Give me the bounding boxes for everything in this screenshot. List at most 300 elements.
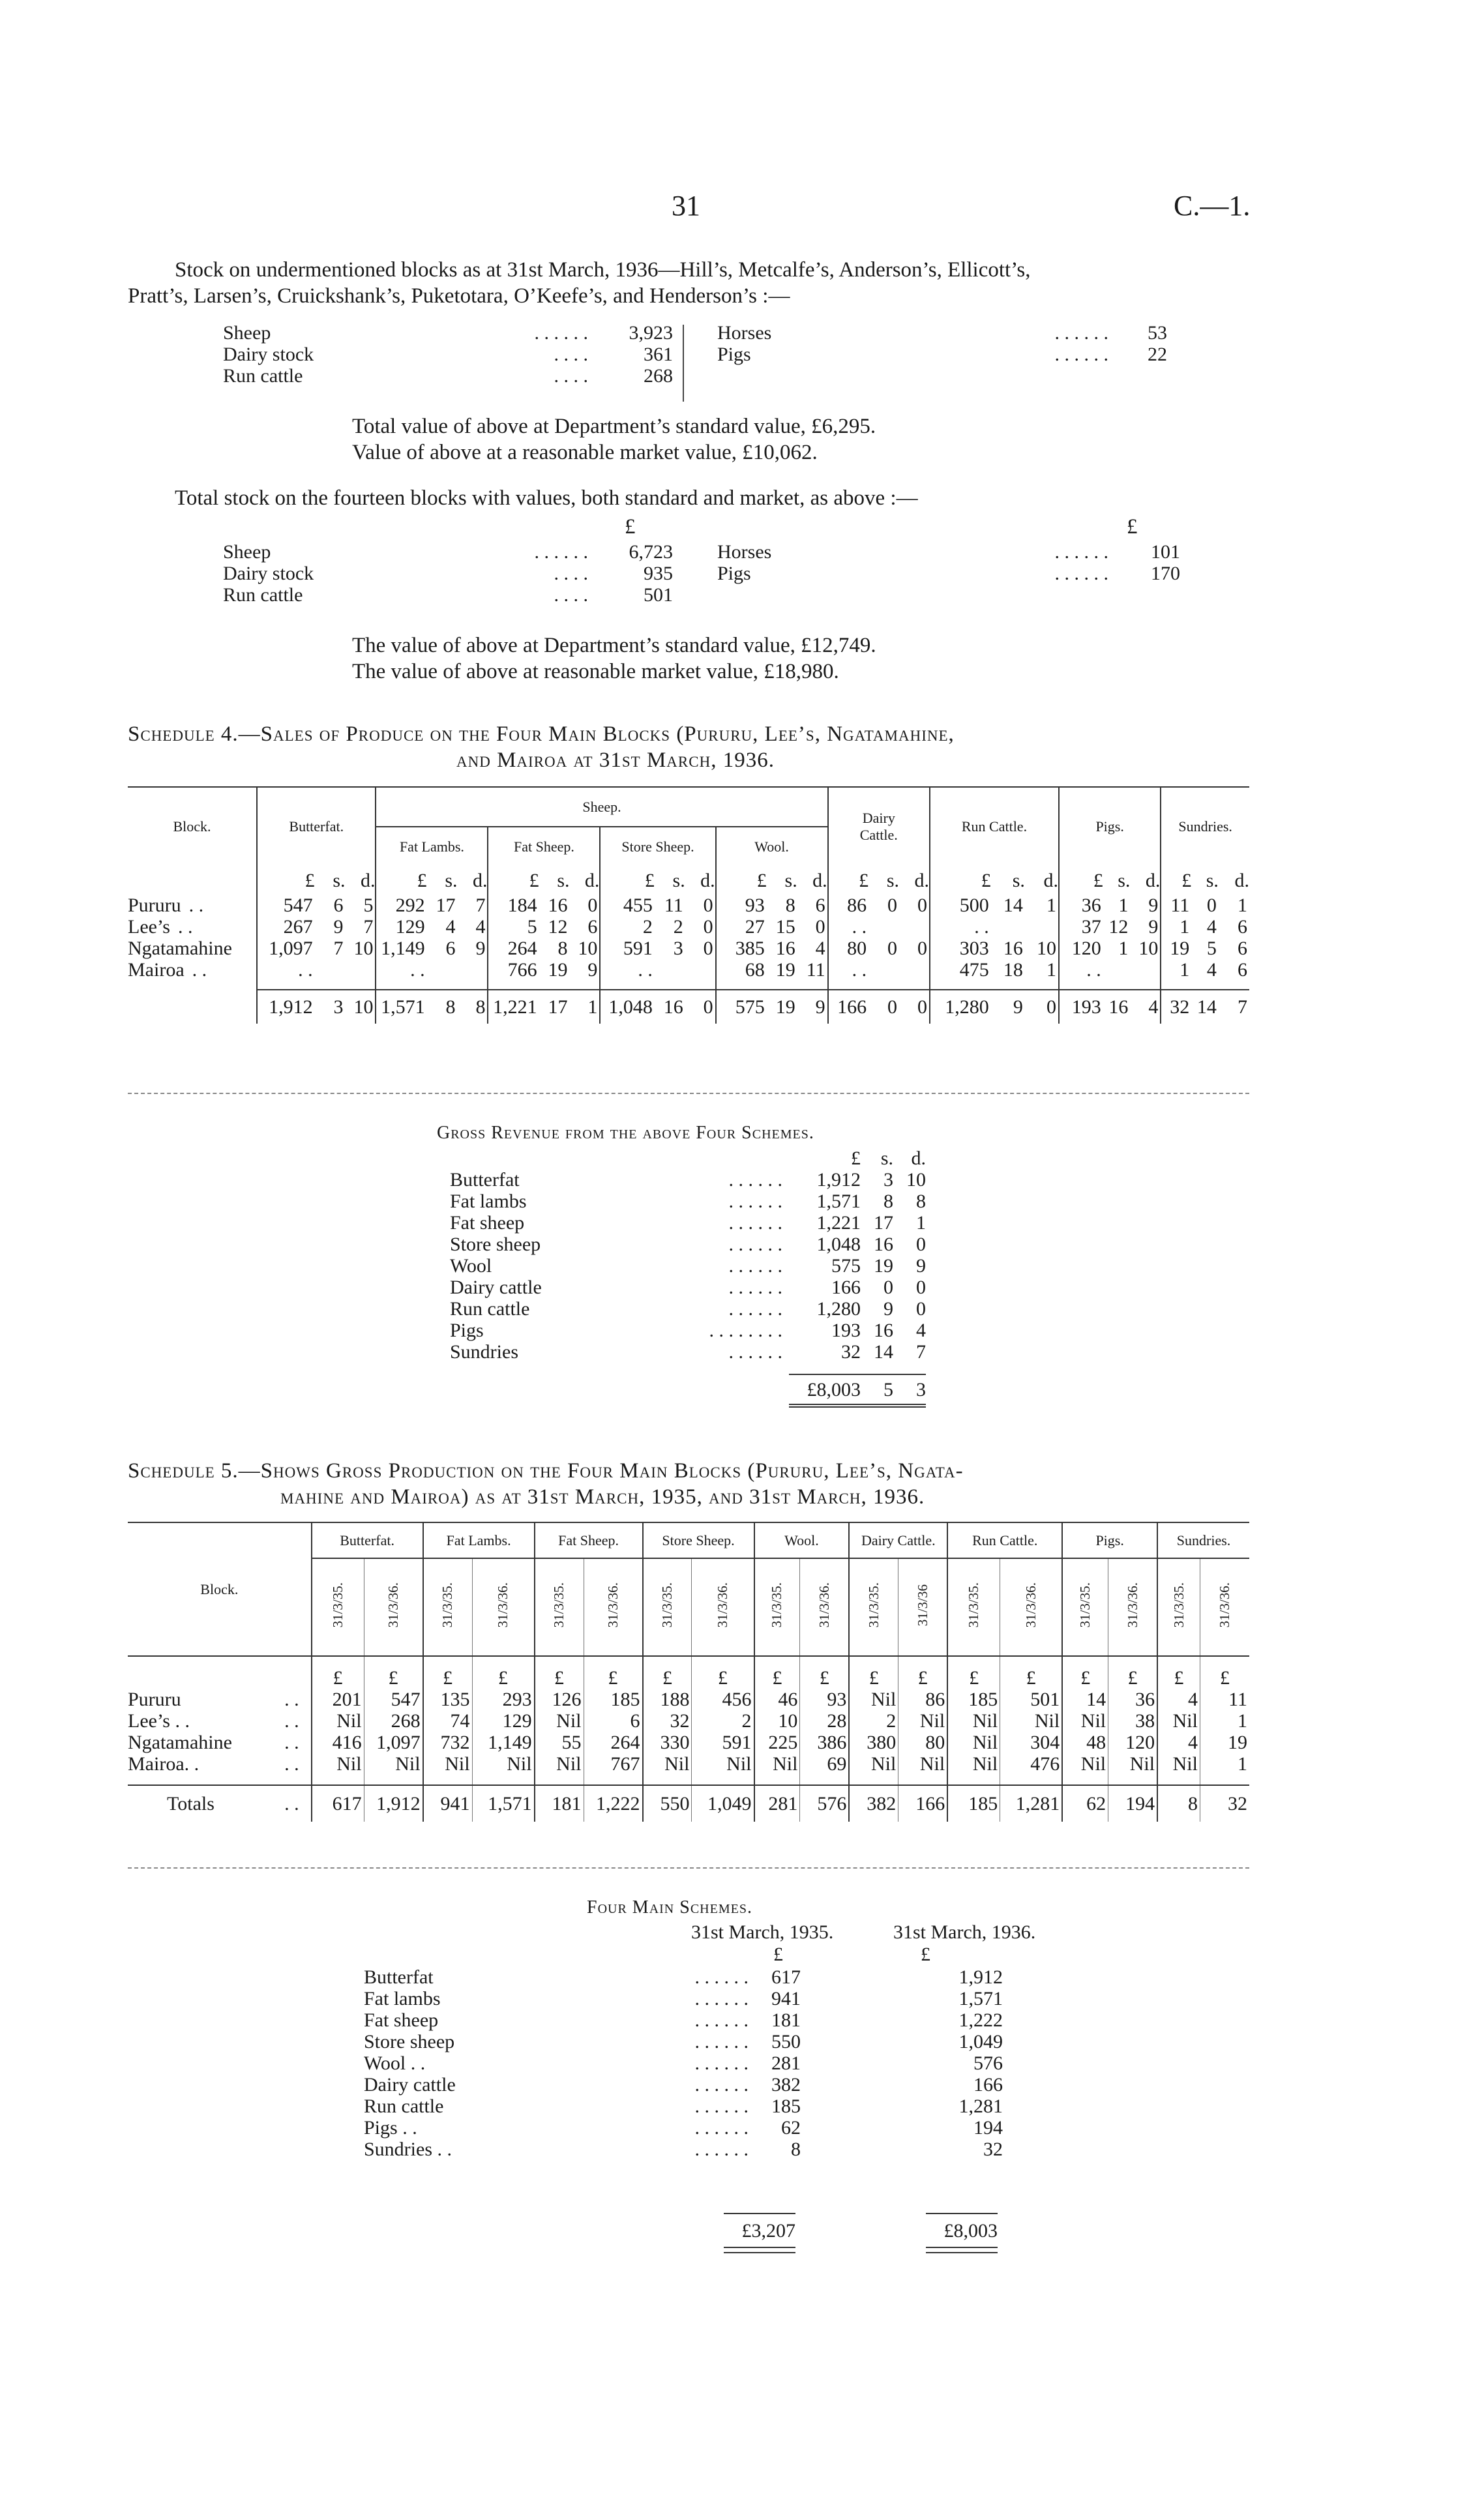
unit-label: s. — [672, 869, 685, 891]
leader-dots: . . . . . . — [1054, 344, 1108, 365]
cell-value — [427, 959, 458, 981]
value-1935: 8 — [791, 2139, 801, 2160]
list-item — [450, 1234, 926, 1255]
s4-spacer — [128, 981, 1249, 990]
cell-value — [458, 959, 488, 981]
cell-value: 184 — [507, 895, 537, 916]
value-1935: 941 — [771, 1988, 801, 2009]
block-name — [128, 1689, 312, 1710]
item-value: 193 — [831, 1320, 861, 1341]
currency-label: £ — [800, 1656, 849, 1689]
list-item — [364, 2074, 1003, 2096]
table-row — [128, 938, 1249, 959]
schedule4-bottom-rule — [128, 1093, 1249, 1094]
stock-value: 3,923 — [629, 322, 673, 344]
item-value: 8 — [883, 1191, 893, 1212]
s5-date-header — [754, 1558, 800, 1656]
cell-value: 74 — [423, 1710, 472, 1732]
s5-totals-row — [128, 1785, 1249, 1822]
item-label: Dairy cattle — [364, 2074, 456, 2096]
item-value: 0 — [916, 1298, 926, 1320]
total-value: 14 — [1191, 990, 1219, 1024]
cell-value: 268 — [364, 1710, 423, 1732]
unit-label: £ — [851, 1148, 861, 1169]
currency-label: £ — [423, 1656, 472, 1689]
item-value: 14 — [874, 1341, 893, 1363]
cell-value: 1 — [1025, 959, 1059, 981]
s5-col-block: Block. — [128, 1523, 312, 1656]
leader-dots: . . . . . . — [694, 2074, 749, 2096]
item-label: Pigs . . — [364, 2117, 417, 2139]
cell-value: 732 — [423, 1732, 472, 1753]
total-value: 1,281 — [1000, 1785, 1063, 1822]
block-name — [128, 1732, 312, 1753]
cell-value: 8 — [785, 895, 795, 916]
s5-group-header: Run Cattle. — [947, 1523, 1062, 1558]
col-fat-sheep: Fat Sheep. — [488, 827, 600, 866]
stock-row — [717, 322, 1167, 344]
block-label: Mairoa — [128, 959, 185, 981]
stock-value: 101 — [1151, 541, 1180, 563]
stock-label: Run cattle — [223, 365, 303, 387]
stock-value: 22 — [1148, 344, 1167, 365]
cell-value: 767 — [584, 1753, 643, 1775]
unit-label: s. — [557, 869, 570, 891]
cell-value: 18 — [1003, 959, 1023, 981]
cell-value: 5 — [1206, 938, 1217, 959]
total-value: 0 — [899, 990, 930, 1024]
total-value: 8 — [427, 990, 458, 1024]
s5-date-header — [423, 1558, 472, 1656]
cell-value: 292 — [395, 895, 425, 916]
block-label: Lee’s — [128, 916, 170, 938]
item-label: Butterfat — [450, 1169, 520, 1191]
total-value: 1,571 — [376, 990, 426, 1024]
leader-dots: . . . . . . — [728, 1169, 782, 1191]
leader-dots: . . . . . . — [728, 1191, 782, 1212]
cell-value: 11 — [797, 959, 828, 981]
s5-date-header — [800, 1558, 849, 1656]
total-value: 1,221 — [488, 990, 539, 1024]
four-main-col1-sum-rule — [724, 2213, 795, 2214]
list-item — [450, 1169, 926, 1191]
cell-value: 4 — [1157, 1689, 1200, 1710]
total-market-value: The value of above at reasonable market value, £18,980. — [352, 660, 839, 683]
list-item — [364, 2052, 1003, 2074]
total-value: 1 — [570, 990, 601, 1024]
s5-date-header — [947, 1558, 1000, 1656]
item-label: Run cattle — [450, 1298, 530, 1320]
value-1936: 576 — [973, 2052, 1003, 2074]
cell-value: 1 — [1025, 895, 1059, 916]
gr-total-row — [450, 1374, 926, 1406]
block-label: Pururu — [128, 895, 181, 916]
total-value: 193 — [1059, 990, 1103, 1024]
document-reference: C.—1. — [1174, 190, 1251, 222]
leader-dots: . . — [177, 916, 193, 938]
stock-value: 361 — [644, 344, 673, 365]
unit-label: s. — [1206, 869, 1219, 891]
leader-dots: . . . . . . — [694, 2009, 749, 2031]
cell-value: Nil — [1062, 1753, 1108, 1775]
cell-value: 476 — [1000, 1753, 1063, 1775]
cell-value: 2 — [673, 916, 683, 938]
total-value: 1,571 — [472, 1785, 535, 1822]
unit-label: d. — [458, 866, 488, 895]
table-row — [128, 916, 1249, 938]
cell-value: 14 — [1003, 895, 1023, 916]
gr-total-value: 5 — [861, 1374, 893, 1406]
item-value: 10 — [906, 1169, 926, 1191]
cell-value: Nil — [947, 1753, 1000, 1775]
stock-market-value: Value of above at a reasonable market value, £10,062. — [352, 441, 818, 464]
value-1936: 194 — [973, 2117, 1003, 2139]
item-value: 19 — [874, 1255, 893, 1277]
table-row — [128, 1689, 1249, 1710]
cell-value: 0 — [685, 895, 716, 916]
four-main-col1-double-rule — [724, 2247, 795, 2253]
total-value: 4 — [1130, 990, 1161, 1024]
stock-row — [717, 563, 1180, 584]
cell-value — [346, 959, 376, 981]
cell-value: 129 — [395, 916, 425, 938]
schedule5-title-line1: Schedule 5.—Shows Gross Production on the Four Main Blocks (Pururu, Lee’s, Ngata- — [128, 1459, 964, 1483]
value-1935: 550 — [771, 2031, 801, 2052]
unit-label: s. — [784, 869, 797, 891]
leader-dots: . . . . — [554, 563, 588, 584]
gr-total-value: 3 — [893, 1374, 926, 1406]
stock-left-list — [223, 322, 673, 387]
leader-dots: . . . . . . — [534, 541, 588, 563]
cell-value: Nil — [849, 1689, 898, 1710]
item-value: 1,048 — [816, 1234, 861, 1255]
value-1936: 1,912 — [958, 1966, 1003, 1988]
value-1936: 1,571 — [958, 1988, 1003, 2009]
list-item — [450, 1191, 926, 1212]
s5-date-header — [1108, 1558, 1157, 1656]
date-label: 31/3/36. — [1124, 1582, 1140, 1628]
currency-label: £ — [898, 1656, 947, 1689]
four-main-col2-header: 31st March, 1936. — [893, 1921, 1036, 1943]
leader-dots: . . . . . . — [1054, 541, 1108, 563]
value-1935: 281 — [771, 2052, 801, 2074]
cell-value: 3 — [673, 938, 683, 959]
cell-value — [315, 959, 346, 981]
leader-dots: . . . . . . — [694, 1988, 749, 2009]
total-value: 7 — [1219, 990, 1249, 1024]
cell-value: 126 — [535, 1689, 584, 1710]
table-row — [128, 1710, 1249, 1732]
item-value: 0 — [916, 1277, 926, 1298]
date-label: 31/3/35. — [439, 1582, 456, 1628]
cell-value: Nil — [312, 1710, 364, 1732]
cell-value: 28 — [800, 1710, 849, 1732]
unit-label: d. — [1234, 869, 1249, 891]
stock-label: Dairy stock — [223, 344, 314, 365]
item-label: Store sheep — [450, 1234, 541, 1255]
item-value: 4 — [916, 1320, 926, 1341]
cell-value: 10 — [1025, 938, 1059, 959]
total-value: 941 — [423, 1785, 472, 1822]
currency-label: £ — [312, 1656, 364, 1689]
cell-value: 6 — [797, 895, 828, 916]
cell-value: 5 — [527, 916, 537, 938]
stock-row — [223, 365, 673, 387]
block-label: Lee’s . . — [128, 1710, 190, 1732]
value-1935: 617 — [771, 1966, 801, 1988]
stock-row — [223, 563, 673, 584]
cell-value: 385 — [735, 938, 765, 959]
schedule4-title-line2: and Mairoa at 31st March, 1936. — [456, 748, 775, 772]
unit-label: £ — [529, 869, 539, 891]
list-item — [364, 2117, 1003, 2139]
leader-dots: . . . . . . . . — [709, 1320, 782, 1341]
cell-value: 2 — [849, 1710, 898, 1732]
total-value: 32 — [1200, 1785, 1249, 1822]
total-value: 8 — [1157, 1785, 1200, 1822]
unit-label: £ — [981, 869, 991, 891]
list-item — [364, 2139, 1003, 2160]
date-label: 31/3/36 — [914, 1584, 930, 1627]
stock-value: 53 — [1148, 322, 1167, 344]
cell-value: . . — [974, 916, 989, 938]
currency-label: £ — [1062, 1656, 1108, 1689]
s5-date-header — [849, 1558, 898, 1656]
s5-date-header — [364, 1558, 423, 1656]
cell-value: Nil — [364, 1753, 423, 1775]
cell-value: 0 — [899, 895, 930, 916]
cell-value: 293 — [472, 1689, 535, 1710]
cell-value — [1130, 959, 1161, 981]
total-left-currency: £ — [625, 515, 636, 539]
cell-value: 16 — [1003, 938, 1023, 959]
cell-value: 185 — [947, 1689, 1000, 1710]
cell-value: 93 — [800, 1689, 849, 1710]
list-item — [364, 2031, 1003, 2052]
cell-value: Nil — [692, 1753, 754, 1775]
total-value: 382 — [849, 1785, 898, 1822]
cell-value: 4 — [1206, 916, 1217, 938]
total-value: 16 — [1103, 990, 1131, 1024]
stock-intro-line2: Pratt’s, Larsen’s, Cruickshank’s, Puketotara, O’Keefe’s, and Henderson’s :— — [128, 284, 790, 308]
leader-dots: . . . . . . — [728, 1255, 782, 1277]
block-name — [128, 959, 257, 981]
currency-label: £ — [754, 1656, 800, 1689]
cell-value: 55 — [535, 1732, 584, 1753]
cell-value: 93 — [745, 895, 765, 916]
table-row — [128, 959, 1249, 981]
total-value: 32 — [1161, 990, 1191, 1024]
cell-value: 48 — [1062, 1732, 1108, 1753]
cell-value — [899, 959, 930, 981]
block-name — [128, 1753, 312, 1775]
cell-value: Nil — [1157, 1753, 1200, 1775]
date-label: 31/3/35. — [1077, 1582, 1093, 1628]
item-label: Wool — [450, 1255, 492, 1277]
cell-value: 303 — [959, 938, 989, 959]
total-value: 1,222 — [584, 1785, 643, 1822]
cell-value: Nil — [535, 1753, 584, 1775]
date-label: 31/3/35. — [329, 1582, 346, 1628]
cell-value: 9 — [458, 938, 488, 959]
cell-value: 1 — [1238, 895, 1247, 916]
total-value: 576 — [800, 1785, 849, 1822]
date-label: 31/3/36. — [604, 1582, 621, 1628]
stock-value: 170 — [1151, 563, 1180, 584]
stock-label: Horses — [717, 541, 772, 563]
s5-group-header: Pigs. — [1062, 1523, 1157, 1558]
item-label: Wool . . — [364, 2052, 426, 2074]
unit-label: d. — [685, 866, 716, 895]
list-item — [450, 1320, 926, 1341]
item-value: 1,571 — [816, 1191, 861, 1212]
s4-units-row — [128, 866, 1249, 895]
total-right-list — [717, 541, 1180, 584]
cell-value: 14 — [1062, 1689, 1108, 1710]
table-row — [128, 1753, 1249, 1775]
leader-dots: . . . . . . — [1054, 563, 1108, 584]
item-value: 7 — [916, 1341, 926, 1363]
unit-label: s. — [886, 869, 900, 891]
cell-value: 6 — [333, 895, 344, 916]
total-value: 166 — [898, 1785, 947, 1822]
total-value: 1,049 — [692, 1785, 754, 1822]
four-main-col1-currency: £ — [773, 1944, 783, 1965]
leader-dots: . . . . . . — [728, 1298, 782, 1320]
total-value: 10 — [346, 990, 376, 1024]
cell-value: 1 — [1118, 895, 1129, 916]
stock-label: Sheep — [223, 322, 271, 344]
currency-label: £ — [947, 1656, 1000, 1689]
block-label: Pururu — [128, 1689, 181, 1710]
s5-group-header: Store Sheep. — [643, 1523, 754, 1558]
block-name — [128, 938, 257, 959]
value-1936: 166 — [973, 2074, 1003, 2096]
page-number: 31 — [672, 190, 700, 222]
gross-revenue-table — [450, 1148, 926, 1408]
leader-dots: . . . . . . — [694, 2052, 749, 2074]
cell-value: 9 — [1130, 895, 1161, 916]
cell-value: 4 — [797, 938, 828, 959]
col-pigs: Pigs. — [1059, 788, 1161, 866]
total-value: 19 — [767, 990, 797, 1024]
item-value: 9 — [916, 1255, 926, 1277]
cell-value: 264 — [507, 938, 537, 959]
leader-dots: . . — [284, 1710, 299, 1732]
unit-label: d. — [1130, 866, 1161, 895]
cell-value: 0 — [1206, 895, 1217, 916]
unit-label: £ — [1181, 869, 1192, 891]
total-value: 16 — [655, 990, 685, 1024]
currency-label: £ — [1000, 1656, 1063, 1689]
cell-value: 9 — [1130, 916, 1161, 938]
cell-value: 10 — [570, 938, 601, 959]
date-label: 31/3/35. — [1170, 1582, 1187, 1628]
cell-value: Nil — [423, 1753, 472, 1775]
date-label: 31/3/35. — [551, 1582, 567, 1628]
stock-label: Run cattle — [223, 584, 303, 606]
value-1936: 1,049 — [958, 2031, 1003, 2052]
cell-value: 19 — [1170, 938, 1190, 959]
cell-value: 0 — [797, 916, 828, 938]
item-value: 16 — [874, 1320, 893, 1341]
stock-right-list — [717, 322, 1167, 365]
list-item — [450, 1212, 926, 1234]
leader-dots: . . . . . . — [694, 2139, 749, 2160]
cell-value: 500 — [959, 895, 989, 916]
cell-value: 19 — [1228, 1732, 1247, 1753]
cell-value: 188 — [643, 1689, 692, 1710]
unit-label: £ — [1093, 869, 1103, 891]
leader-dots: . . — [284, 1793, 299, 1814]
cell-value: 1 — [1118, 938, 1129, 959]
s5-date-header — [1000, 1558, 1063, 1656]
leader-dots — [232, 938, 240, 959]
block-label: Mairoa. . — [128, 1753, 200, 1775]
cell-value: 7 — [333, 938, 344, 959]
total-value: 0 — [685, 990, 716, 1024]
table-row — [128, 1732, 1249, 1753]
value-1935: 181 — [771, 2009, 801, 2031]
item-value: 9 — [883, 1298, 893, 1320]
currency-label: £ — [364, 1656, 423, 1689]
date-label: 31/3/36. — [495, 1582, 511, 1628]
cell-value: 1 — [1180, 916, 1190, 938]
schedule4-table — [128, 788, 1249, 1024]
total-standard-value: The value of above at Department’s standard value, £12,749. — [352, 634, 876, 657]
gross-revenue-title: Gross Revenue from the above Four Schemes. — [437, 1123, 814, 1143]
cell-value: 36 — [1081, 895, 1101, 916]
unit-label: £ — [756, 869, 767, 891]
stock-value: 6,723 — [629, 541, 673, 563]
currency-label: £ — [472, 1656, 535, 1689]
cell-value — [868, 959, 899, 981]
stock-row — [223, 584, 673, 606]
cell-value: 6 — [1238, 959, 1247, 981]
cell-value: 27 — [745, 916, 765, 938]
cell-value: 304 — [1000, 1732, 1063, 1753]
item-label: Run cattle — [364, 2096, 444, 2117]
s5-date-header — [1157, 1558, 1200, 1656]
cell-value: 591 — [623, 938, 653, 959]
item-label: Fat lambs — [364, 1988, 441, 2009]
item-value: 32 — [841, 1341, 861, 1363]
schedule5-bottom-rule — [128, 1867, 1249, 1869]
stock-value: 501 — [644, 584, 673, 606]
stock-value: 935 — [644, 563, 673, 584]
cell-value: 6 — [584, 1710, 643, 1732]
total-intro: Total stock on the fourteen blocks with values, both standard and market, as above :— — [175, 486, 918, 510]
cell-value: 80 — [898, 1732, 947, 1753]
gr-total-value: £8,003 — [789, 1374, 861, 1406]
leader-dots: . . . . . . — [728, 1212, 782, 1234]
cell-value: 0 — [899, 938, 930, 959]
cell-value: 46 — [754, 1689, 800, 1710]
unit-label: £ — [859, 869, 869, 891]
cell-value: 386 — [800, 1732, 849, 1753]
total-value: 0 — [868, 990, 899, 1024]
cell-value: 68 — [745, 959, 765, 981]
cell-value: 0 — [685, 938, 716, 959]
item-label: Pigs — [450, 1320, 484, 1341]
list-item — [364, 2096, 1003, 2117]
cell-value: 0 — [887, 938, 898, 959]
cell-value: 10 — [754, 1710, 800, 1732]
total-value: 185 — [947, 1785, 1000, 1822]
cell-value: 36 — [1108, 1689, 1157, 1710]
currency-label: £ — [1108, 1656, 1157, 1689]
four-main-title: Four Main Schemes. — [587, 1897, 752, 1918]
